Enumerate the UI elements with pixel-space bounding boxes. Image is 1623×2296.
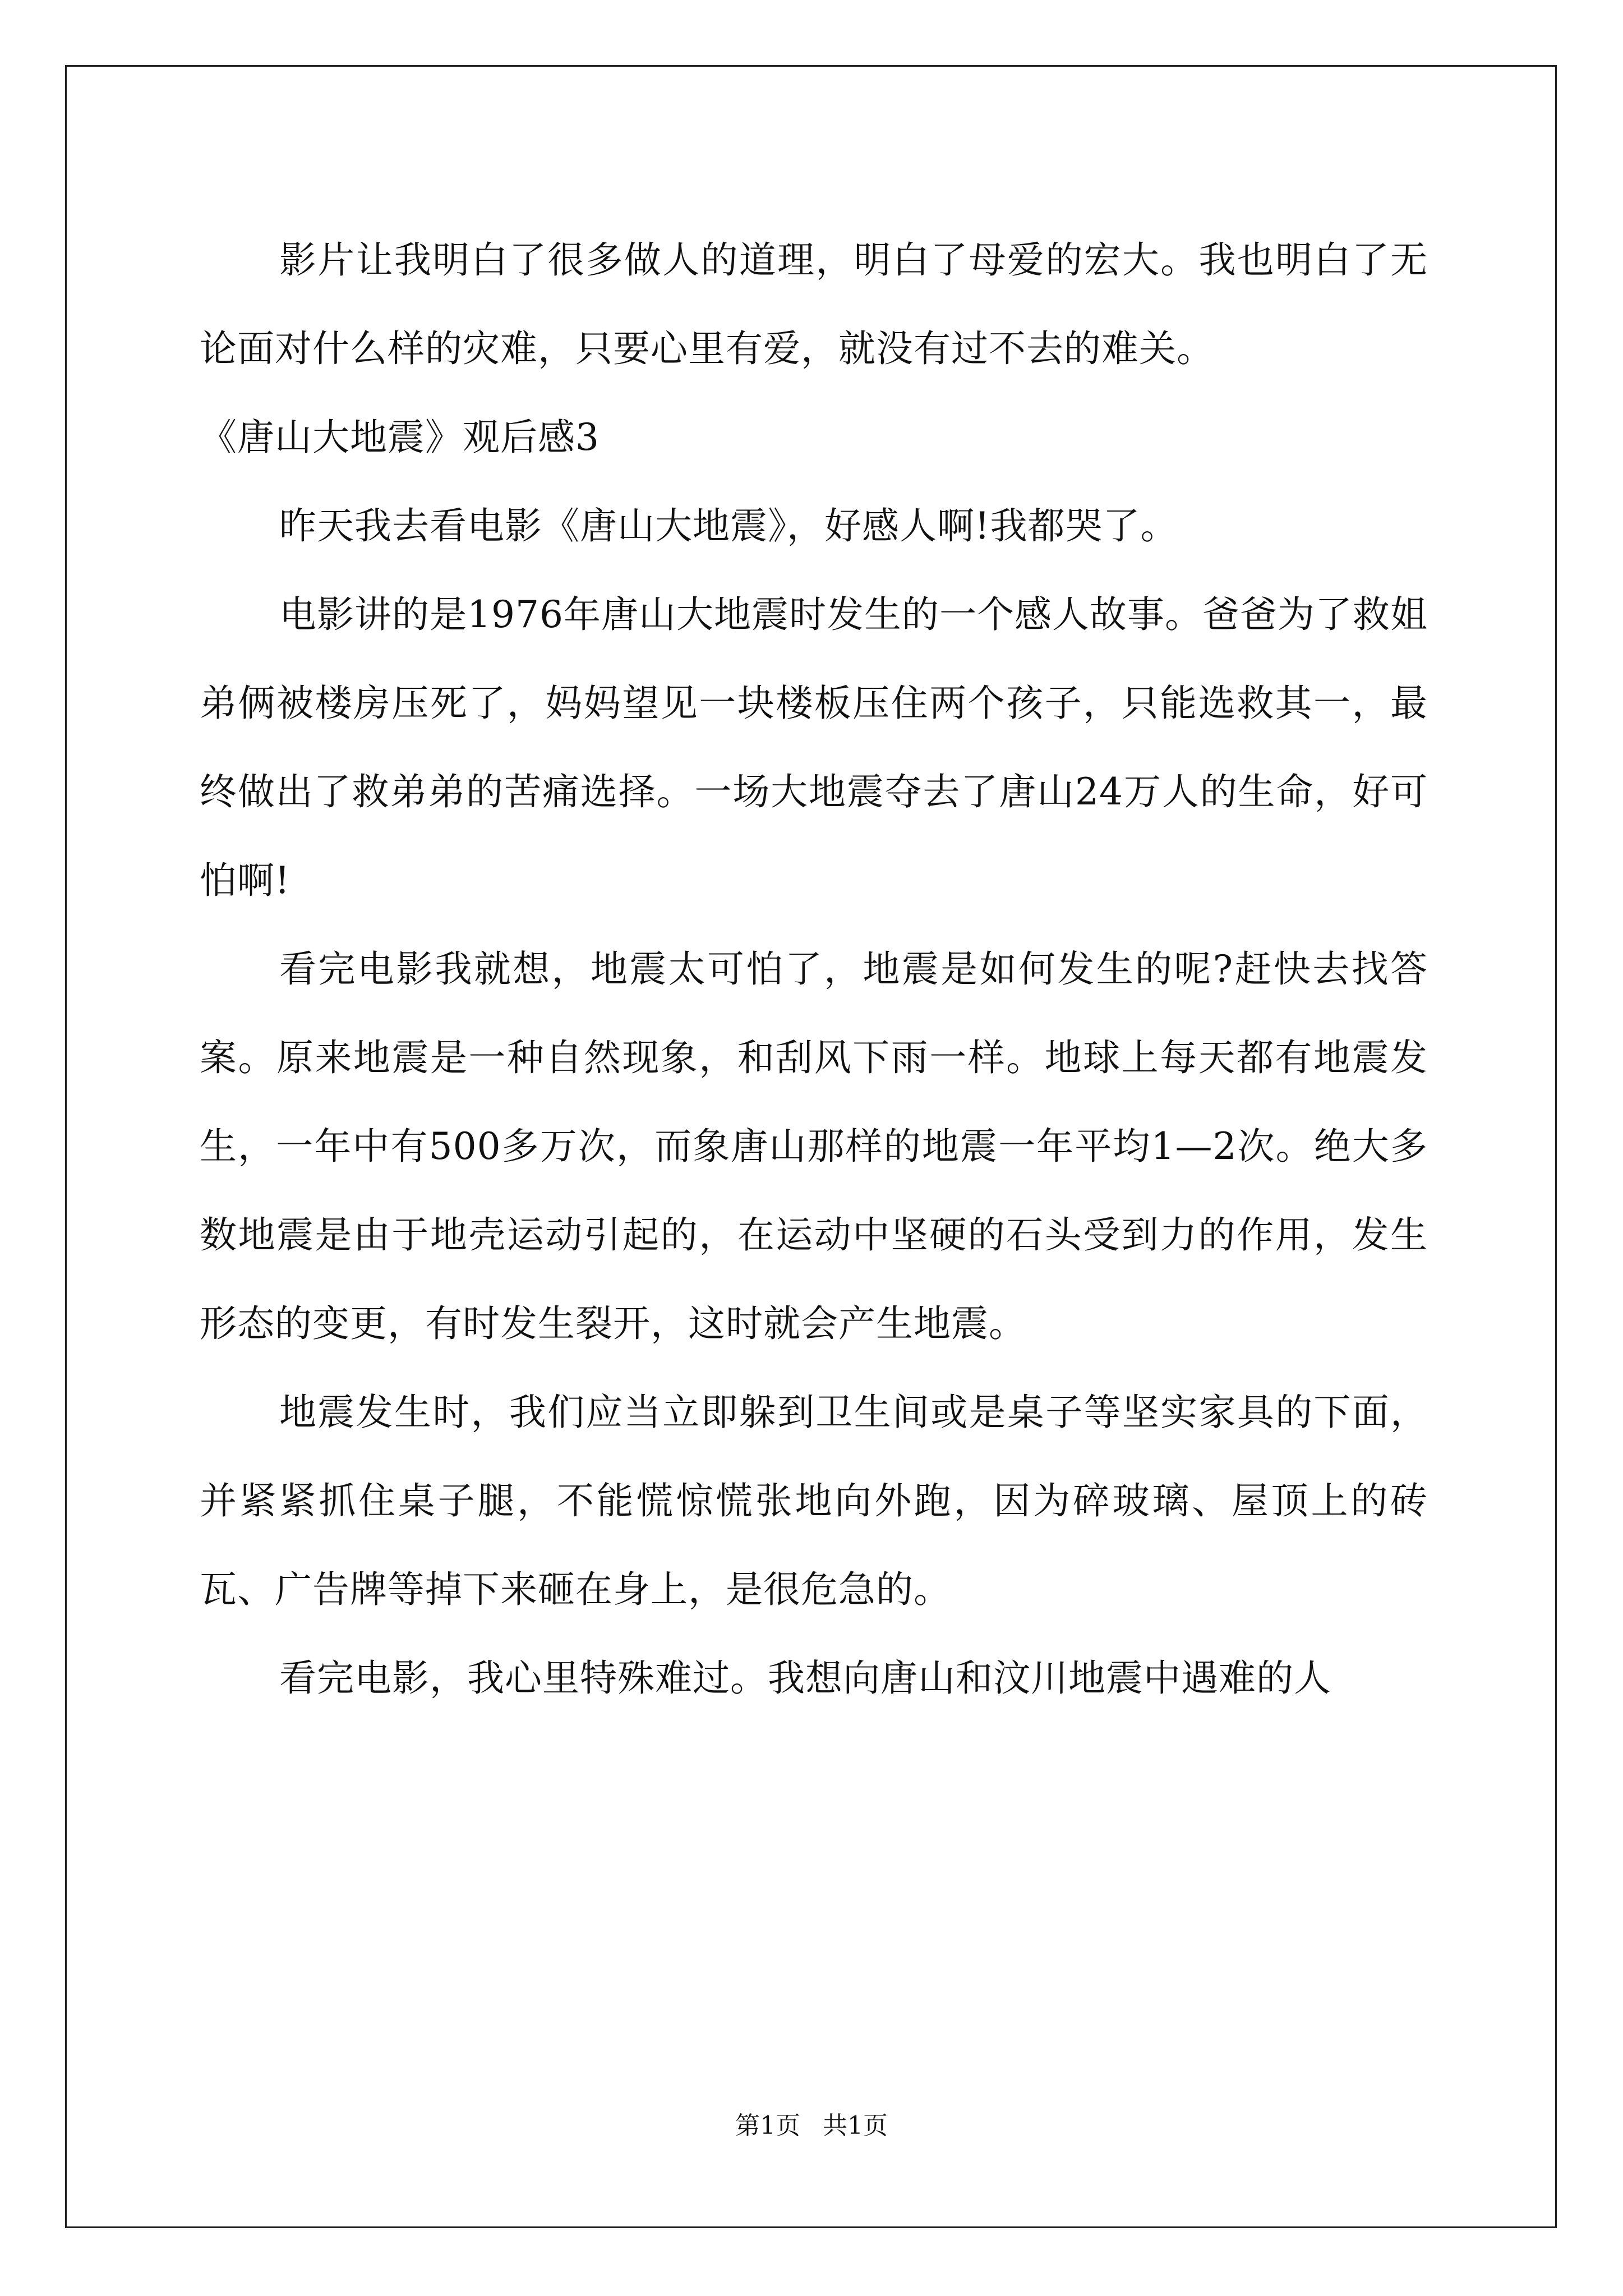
section-heading: 《唐山大地震》观后感3 bbox=[200, 416, 600, 459]
page-number-current: 第1页 bbox=[735, 2111, 800, 2140]
paragraph-2: 昨天我去看电影《唐山大地震》，好感人啊!我都哭了。 bbox=[279, 504, 1178, 547]
paragraph-3: 电影讲的是1976年唐山大地震时发生的一个感人故事。爸爸为了救姐弟俩被楼房压死了，妈妈望见一块楼板压住两个孩子，只能选救其一，最终做出了救弟弟的苦痛选择。一场大地震夺去了唐山24万人的生命，好可怕啊! bbox=[200, 593, 1428, 902]
page-number-total: 共1页 bbox=[823, 2111, 888, 2140]
page-footer bbox=[0, 2109, 1623, 2143]
paragraph-4: 看完电影我就想，地震太可怕了，地震是如何发生的呢?赶快去找答案。原来地震是一种自然现象，和刮风下雨一样。地球上每天都有地震发生，一年中有500多万次，而象唐山那样的地震一年平均1—2次。绝大多数地震是由于地壳运动引起的，在运动中坚硬的石头受到力的作用，发生形态的变更，有时发生裂开，这时就会产生地震。 bbox=[200, 947, 1428, 1345]
paragraph-5: 地震发生时，我们应当立即躲到卫生间或是桌子等坚实家具的下面，并紧紧抓住桌子腿，不能慌惊慌张地向外跑，因为碎玻璃、屋顶上的砖瓦、广告牌等掉下来砸在身上，是很危急的。 bbox=[200, 1391, 1428, 1611]
paragraph-1: 影片让我明白了很多做人的道理，明白了母爱的宏大。我也明白了无论面对什么样的灾难，只要心里有爱，就没有过不去的难关。 bbox=[200, 238, 1428, 370]
paragraph-6: 看完电影，我心里特殊难过。我想向唐山和汶川地震中遇难的人 bbox=[279, 1657, 1331, 1700]
document-body bbox=[200, 216, 1428, 1723]
